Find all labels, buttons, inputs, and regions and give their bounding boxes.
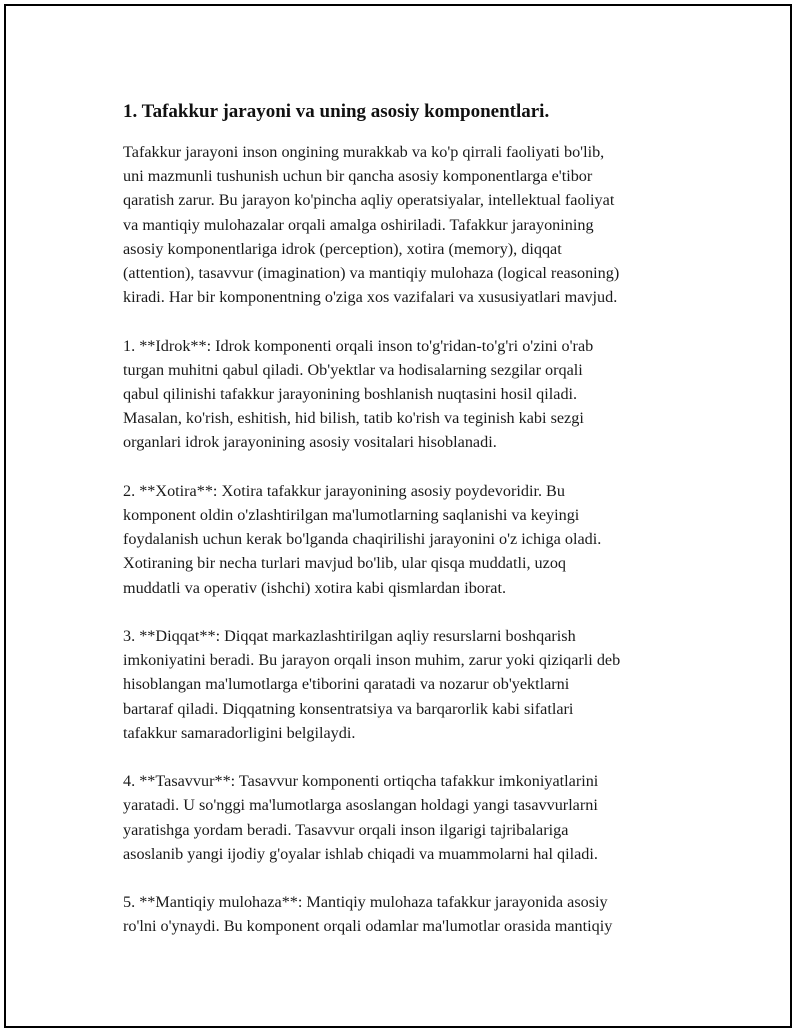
intro-paragraph [123,140,698,309]
document-body [123,100,698,963]
paragraph-line: yaratishga yordam beradi. Tasavvur orqali inson ilgarigi tajribalariga [123,820,569,839]
paragraph-line: (attention), tasavvur (imagination) va mantiqiy mulohaza (logical reasoning) [123,264,620,283]
paragraph-line: bartaraf qiladi. Diqqatning konsentratsiya va barqarorlik kabi sifatlari [123,699,574,718]
idrok-paragraph [123,334,698,455]
diqqat-paragraph [123,624,698,745]
paragraph-line: muddatli va operativ (ishchi) xotira kabi qismlardan iborat. [123,578,506,597]
paragraph-line: yaratadi. U so'nggi ma'lumotlarga asoslangan holdagi yangi tasavvurlarni [123,796,598,815]
paragraph-line: Tafakkur jarayoni inson ongining murakkab va ko'p qirrali faoliyati bo'lib, [123,143,605,161]
paragraph-line: 3. **Diqqat**: Diqqat markazlashtirilgan aqliy resurslarni boshqarish [123,627,576,646]
paragraph-line: imkoniyatini beradi. Bu jarayon orqali inson muhim, zarur yoki qiziqarli deb [123,651,621,670]
paragraph-line: 2. **Xotira**: Xotira tafakkur jarayonining asosiy poydevoridir. Bu [123,481,565,500]
paragraph-line: asosiy komponentlariga idrok (perception), xotira (memory), diqqat [123,239,562,258]
paragraph-line: qaratish zarur. Bu jarayon ko'pincha aqliy operatsiyalar, intellektual faoliyat [123,191,615,210]
paragraph-line: organlari idrok jarayonining asosiy vositalari hisoblanadi. [123,433,497,452]
page-frame [4,4,792,1028]
paragraph-line: asoslanib yangi ijodiy g'oyalar ishlab chiqadi va muammolarni hal qiladi. [123,844,598,863]
paragraph-line: qabul qilinishi tafakkur jarayonining boshlanish nuqtasini hosil qiladi. [123,385,578,404]
paragraph-line: 1. **Idrok**: Idrok komponenti orqali inson to'g'ridan-to'g'ri o'zini o'rab [123,336,594,355]
paragraph-line: uni mazmunli tushunish uchun bir qancha asosiy komponentlarga e'tibor [123,167,593,186]
paragraph-line: Masalan, ko'rish, eshitish, hid bilish, tatib ko'rish va teginish kabi sezgi [123,409,584,428]
paragraph-line: 5. **Mantiqiy mulohaza**: Mantiqiy mulohaza tafakkur jarayonida asosiy [123,893,608,912]
paragraph-line: kiradi. Har bir komponentning o'ziga xos vazifalari va xususiyatlari mavjud. [123,288,618,307]
paragraph-line: Xotiraning bir necha turlari mavjud bo'lib, ular qisqa muddatli, uzoq [123,554,567,573]
paragraph-line: foydalanish uchun kerak bo'lganda chaqirilishi jarayonini o'z ichiga oladi. [123,530,602,549]
tasavvur-paragraph [123,769,698,866]
paragraph-line: 4. **Tasavvur**: Tasavvur komponenti ortiqcha tafakkur imkoniyatlarini [123,772,599,791]
paragraph-line: va mantiqiy mulohazalar orqali amalga oshiriladi. Tafakkur jarayonining [123,215,594,234]
paragraph-line: turgan muhitni qabul qiladi. Ob'yektlar va hodisalarning sezgilar orqali [123,360,583,379]
paragraph-line: hisoblangan ma'lumotlarga e'tiborini qaratadi va nozarur ob'yektlarni [123,675,570,694]
paragraph-line: tafakkur samaradorligini belgilaydi. [123,723,356,742]
xotira-paragraph [123,479,698,600]
paragraph-line: ro'lni o'ynaydi. Bu komponent orqali odamlar ma'lumotlar orasida mantiqiy [123,917,613,936]
paragraph-line: komponent oldin o'zlashtirilgan ma'lumotlarning saqlanishi va keyingi [123,506,580,525]
mantiqiy-mulohaza-paragraph [123,890,698,938]
section-heading: 1. Tafakkur jarayoni va uning asosiy komponentlari. [123,101,550,122]
